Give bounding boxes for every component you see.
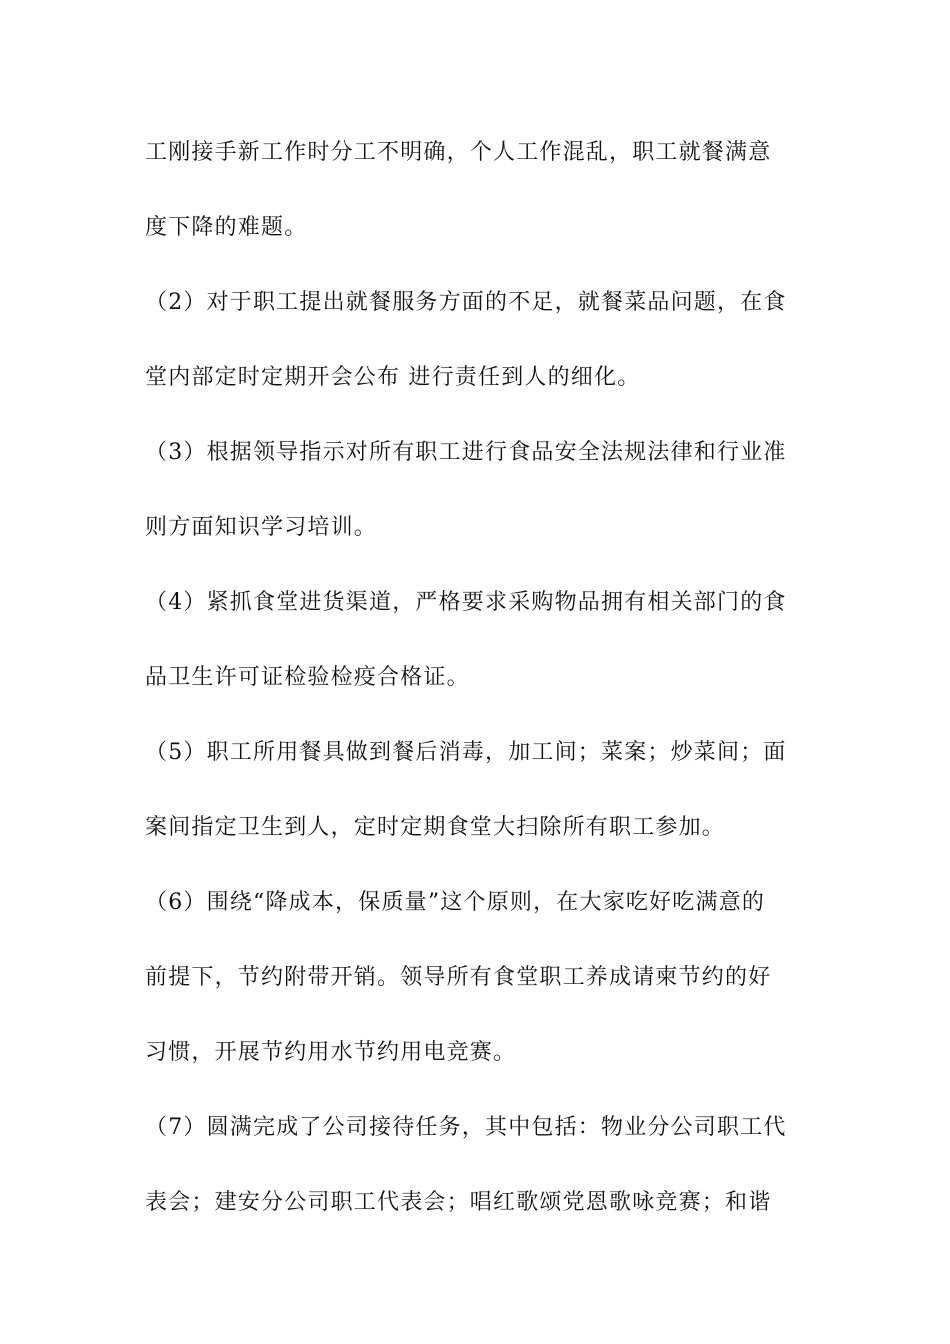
- text-line: 堂内部定时定期开会公布 进行责任到人的细化。: [145, 365, 641, 390]
- text-line: （3）根据领导指示对所有职工进行食品安全法规法律和行业准: [145, 440, 787, 465]
- text-line: （7）圆满完成了公司接待任务，其中包括：物业分公司职工代: [145, 1115, 787, 1140]
- text-line: 则方面知识学习培训。: [145, 515, 378, 540]
- text-line: （2）对于职工提出就餐服务方面的不足，就餐菜品问题，在食: [145, 290, 787, 315]
- text-line: 习惯，开展节约用水节约用电竞赛。: [145, 1040, 517, 1065]
- text-line: （4）紧抓食堂进货渠道，严格要求采购物品拥有相关部门的食: [145, 590, 787, 615]
- text-line: （6）围绕“降成本，保质量”这个原则，在大家吃好吃满意的: [145, 890, 766, 915]
- text-line: 品卫生许可证检验检疫合格证。: [145, 665, 470, 690]
- text-line: 表会；建安分公司职工代表会；唱红歌颂党恩歌咏竞赛；和谐: [145, 1190, 772, 1215]
- body-text: [145, 130, 810, 1255]
- text-line: 前提下，节约附带开销。领导所有食堂职工养成请柬节约的好: [145, 965, 772, 990]
- text-line: 工刚接手新工作时分工不明确，个人工作混乱，职工就餐满意: [145, 140, 772, 165]
- text-line: （5）职工所用餐具做到餐后消毒，加工间；菜案；炒菜间；面: [145, 740, 787, 765]
- text-line: 度下降的难题。: [145, 215, 308, 240]
- text-line: 案间指定卫生到人，定时定期食堂大扫除所有职工参加。: [145, 815, 726, 840]
